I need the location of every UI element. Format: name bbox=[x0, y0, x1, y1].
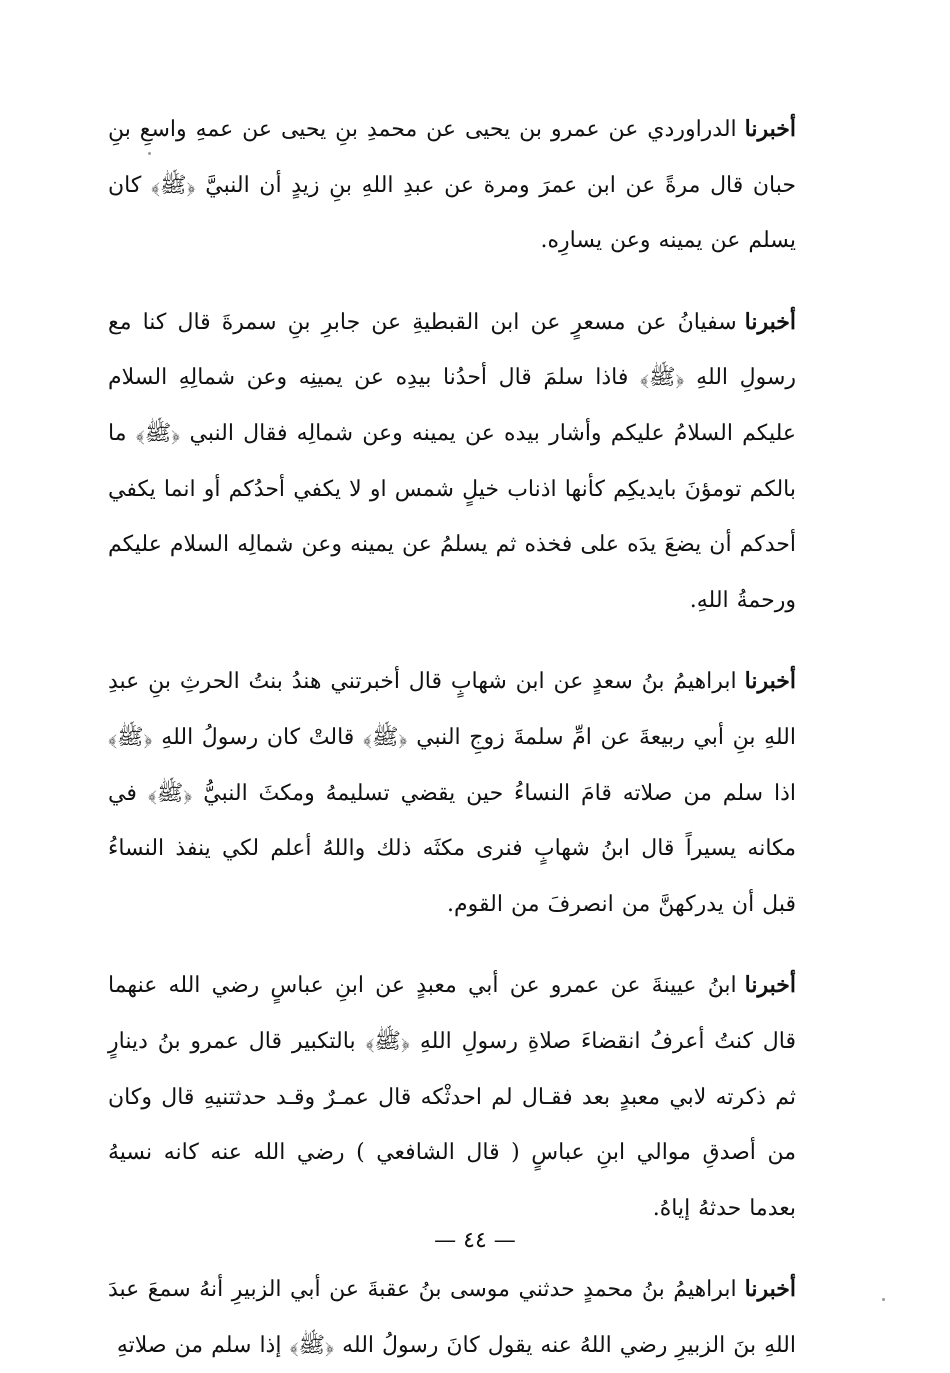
paragraph-lead: أخبرنا bbox=[744, 116, 796, 142]
paragraph-text: الدراوردي عن عمرو بن يحيى عن محمدِ بنِ يحيى عن عمهِ واسعِ بنِ حبان قال مرةً عن ابن عمرَ ومرة عن عبدِ اللهِ بنِ زيدٍ أن النبيَّ ﴿ﷺ﴾ كان يسلم عن يمينه وعن يسارِه. bbox=[108, 117, 796, 254]
paragraph-text: ابنُ عيينةَ عن عمرو عن أبي معبدٍ عن ابنِ عباسٍ رضي الله عنهما قال كنتُ أعرفُ انقضاءَ صلاةِ رسولِ اللهِ ﴿ﷺ﴾ بالتكبير قال عمرو بنُ دينارٍ ثم ذكرته لابي معبدٍ بعد فقـال لم احدثْكه قال عمـرٌ وقـد حدثتنيهِ قال وكان من أصدقِ موالي ابنِ عباسٍ ( قال الشافعي ) رضي الله عنه كانه نسيهُ بعدما حدثهُ إياهُ. bbox=[108, 973, 796, 1221]
paragraph-2 bbox=[108, 295, 796, 629]
paragraph-1 bbox=[108, 102, 796, 269]
paragraph-text: ابراهيمُ بنُ محمدٍ حدثني موسى بنُ عقبةَ عن أبي الزبيرِ أنهُ سمعَ عبدَ اللهِ بنَ الزبيرِ رضي اللهُ عنه يقول كانَ رسولُ الله ﴿ﷺ﴾ إذا سلم من صلاتهِ bbox=[108, 1277, 796, 1358]
paragraph-lead: أخبرنا bbox=[744, 972, 796, 999]
scan-speck bbox=[882, 1298, 885, 1301]
paragraph-5 bbox=[108, 1262, 796, 1373]
paragraph-text: ابراهيمُ بنُ سعدٍ عن ابن شهابٍ قال أخبرتني هندُ بنتُ الحرثِ بنِ عبدِ اللهِ بنِ أبي ربيعةَ عن امِّ سلمةَ زوجِ النبي ﴿ﷺ﴾ قالتْ كان رسولُ اللهِ ﴿ﷺ﴾ اذا سلم من صلاته قامَ النساءُ حين يقضي تسليمهُ ومكثَ النبيُّ ﴿ﷺ﴾ في مكانه يسيراً قال ابنُ شهابٍ فنرى مكثَه ذلك واللهُ أعلم لكي ينفذ النساءُ قبل أن يدركهنَّ من انصرفَ من القوم. bbox=[108, 669, 796, 917]
paragraph-3 bbox=[108, 654, 796, 932]
document-page bbox=[108, 102, 796, 1358]
page-number: — ٤٤ — bbox=[434, 1228, 516, 1253]
paragraph-4 bbox=[108, 958, 796, 1236]
paragraph-lead: أخبرنا bbox=[744, 308, 796, 335]
paragraph-lead: أخبرنا bbox=[744, 668, 796, 695]
paragraph-text: سفيانُ عن مسعرٍ عن ابن القبطيةِ عن جابرِ بنِ سمرةَ قال كنا مع رسولِ اللهِ ﴿ﷺ﴾ فاذا سلمَ قال أحدُنا بيدِه عن يمينِه وعن شمالِهِ السلام عليكم السلامُ عليكم وأشار بيده عن يمينه وعن شمالِه فقال النبي ﴿ﷺ﴾ ما بالكم تومؤنَ بايديكِم كأنها اذناب خيلٍ شمس او لا يكفي أحدُكم أو انما يكفي أحدكم أن يضعَ يدَه على فخذه ثم يسلمُ عن يمينه وعن شمالِه السلام عليكم ورحمةُ اللهِ. bbox=[108, 309, 796, 613]
paragraph-lead: أخبرنا bbox=[744, 1276, 796, 1303]
scan-speck bbox=[148, 152, 151, 155]
